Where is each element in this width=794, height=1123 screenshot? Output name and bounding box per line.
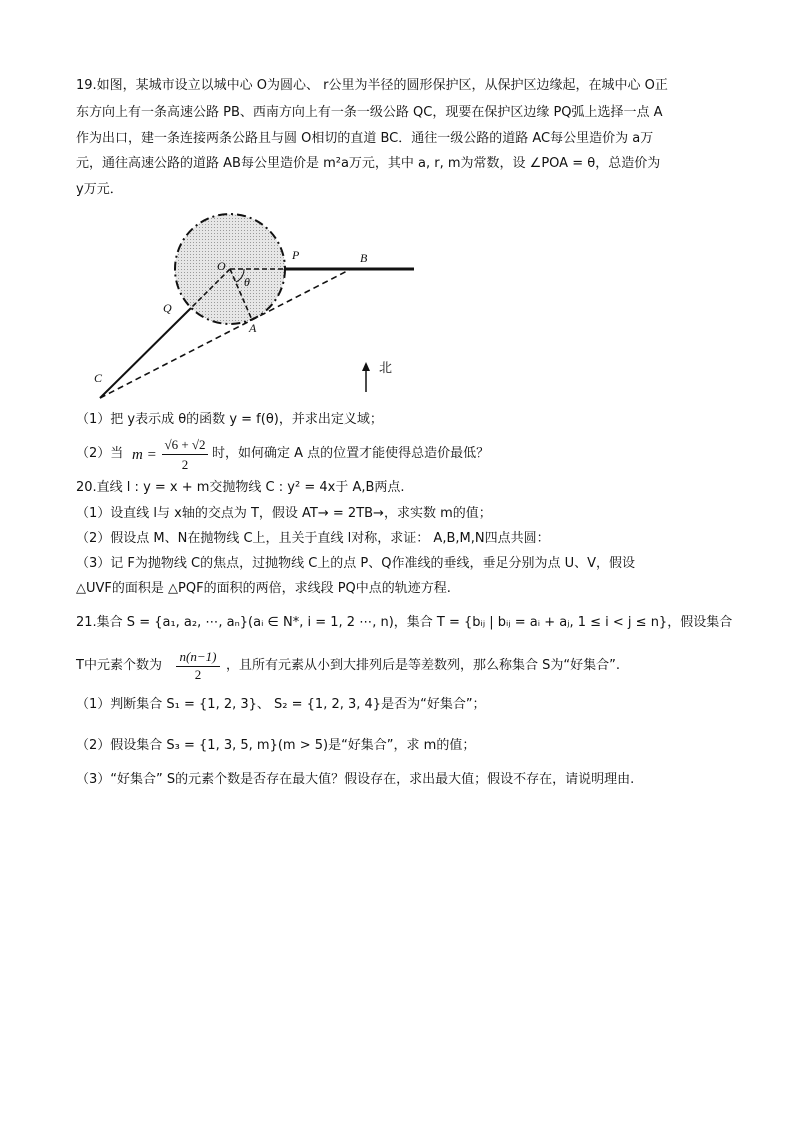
label-Q: Q bbox=[163, 301, 172, 315]
label-A: A bbox=[249, 321, 257, 335]
q19-part2-pre: （2）当 bbox=[76, 446, 124, 461]
q20-title: 20.直线 l : y = x + m交抛物线 C : y² = 4x于 A,B两点. bbox=[76, 480, 405, 495]
q19-line-1: 19.如图，某城市设立以城中心 O为圆心、 r公里为半径的圆形保护区，从保护区边缘起，在城中心 O正 bbox=[76, 78, 668, 93]
q21-line1: 21.集合 S = {a₁, a₂, ⋯, aₙ}(aᵢ ∈ N*, i = 1, 2 ⋯, n)，集合 T = {bᵢⱼ | bᵢⱼ = aᵢ + aⱼ, 1 ≤ i < j ≤ n}，假设集合 bbox=[76, 615, 733, 630]
label-theta: θ bbox=[244, 275, 250, 289]
north-arrow-head bbox=[362, 362, 370, 371]
q19-line-2: 东方向上有一条高速公路 PB、西南方向上有一条一级公路 QC，现要在保护区边缘 PQ弧上选择一点 A bbox=[76, 105, 663, 120]
q19-line-4: 元，通往高速公路的道路 AB每公里造价是 m²a万元，其中 a, r, m为常数，设 ∠POA = θ，总造价为 bbox=[76, 156, 661, 171]
label-O: O bbox=[217, 259, 226, 273]
road-qc bbox=[100, 308, 191, 398]
q21-line2-pre: T中元素个数为 bbox=[76, 658, 162, 673]
label-north: 北 bbox=[379, 361, 393, 376]
q19-part2-numerator: √6 + √2 bbox=[162, 436, 208, 455]
label-C: C bbox=[94, 371, 103, 385]
q19-line-3: 作为出口，建一条连接两条公路且与圆 O相切的直道 BC．通往一级公路的道路 AC每公里造价为 a万 bbox=[76, 131, 654, 146]
q21-part1: （1）判断集合 S₁ = {1, 2, 3}、 S₂ = {1, 2, 3, 4}是否为“好集合”； bbox=[76, 697, 486, 712]
q21-part3: （3）“好集合” S的元素个数是否存在最大值？假设存在，求出最大值；假设不存在，请说明理由. bbox=[76, 772, 635, 787]
q21-part2: （2）假设集合 S₃ = {1, 3, 5, m}(m > 5)是“好集合”，求 m的值； bbox=[76, 738, 476, 753]
q19-part1: （1）把 y表示成 θ的函数 y = f(θ)，并求出定义域； bbox=[76, 412, 383, 427]
q20-part3-line2: △UVF的面积是 △PQF的面积的两倍，求线段 PQ中点的轨迹方程. bbox=[76, 581, 451, 596]
q21-fraction-denominator: 2 bbox=[194, 667, 202, 682]
q19-part2-m: m = bbox=[132, 447, 157, 463]
q19-figure bbox=[76, 206, 436, 406]
label-P: P bbox=[292, 248, 300, 262]
q21-line2-post: ，且所有元素从小到大排列后是等差数列，那么称集合 S为“好集合”. bbox=[226, 658, 620, 673]
q20-part1: （1）设直线 l与 x轴的交点为 T，假设 AT→ = 2TB→，求实数 m的值； bbox=[76, 506, 492, 521]
q21-fraction-numerator: n(n−1) bbox=[176, 648, 220, 667]
q20-part3-line1: （3）记 F为抛物线 C的焦点，过抛物线 C上的点 P、Q作准线的垂线，垂足分别为点 U、V，假设 bbox=[76, 556, 636, 571]
q19-part2-post: 时，如何确定 A 点的位置才能使得总造价最低？ bbox=[212, 446, 490, 461]
q19-part2-denominator: 2 bbox=[181, 457, 189, 472]
q20-part2: （2）假设点 M、N在抛物线 C上，且关于直线 l对称，求证： A,B,M,N四点共圆： bbox=[76, 531, 550, 546]
label-B: B bbox=[360, 251, 368, 265]
q19-line-5: y万元． bbox=[76, 182, 123, 197]
